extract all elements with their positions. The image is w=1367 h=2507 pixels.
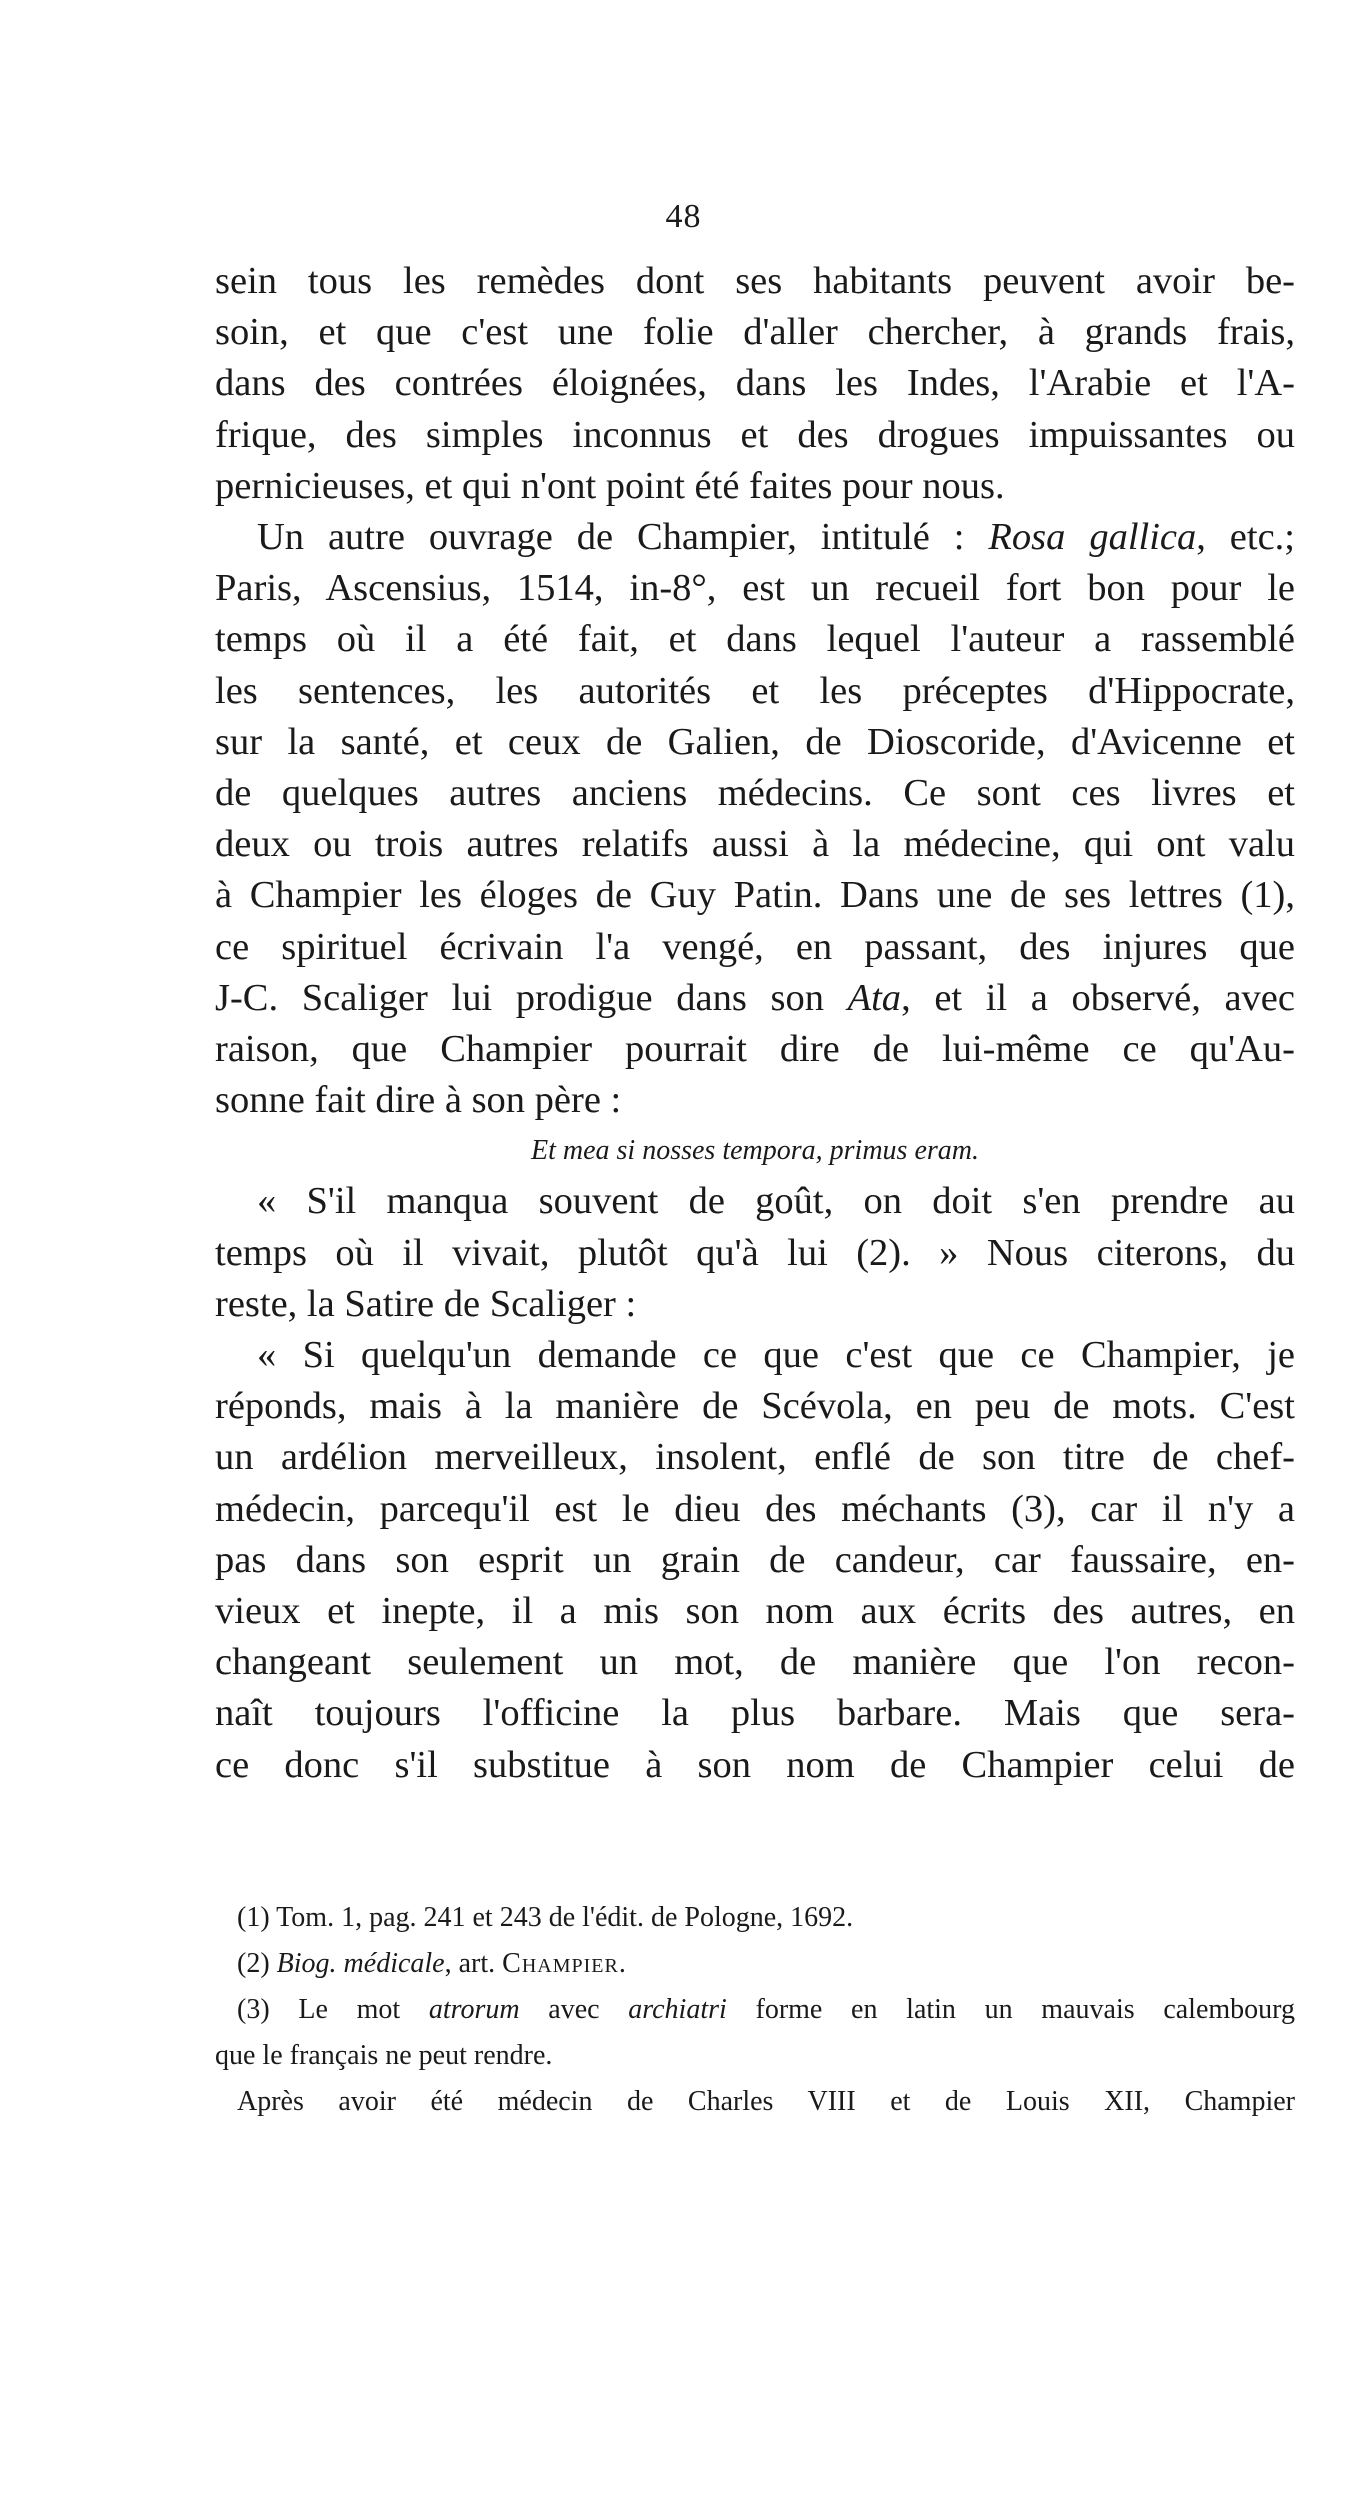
text-fragment: avec — [519, 1994, 629, 2025]
text-fragment: Un autre ouvrage de Champier, intitulé : — [257, 516, 989, 559]
text-fragment: , etc.; — [1196, 516, 1295, 559]
text-line-ata — [215, 973, 1295, 1024]
text-line: changeant seulement un mot, de manière que l'on recon- — [215, 1641, 1295, 1684]
text-line: pernicieuses, et qui n'ont point été faites pour nous. — [215, 464, 1005, 507]
footnote-number: (2) — [237, 1948, 277, 1979]
footnote-4: Après avoir été médecin de Charles VIII et de Louis XII, Champier — [237, 2086, 1295, 2117]
text-line: sur la santé, et ceux de Galien, de Dioscoride, d'Avicenne et — [215, 720, 1295, 763]
text-line: frique, des simples inconnus et des drogues impuissantes ou — [215, 413, 1295, 456]
footnote-3-continuation: que le français ne peut rendre. — [215, 2040, 553, 2071]
latin-word-archiatri: archiatri — [628, 1994, 727, 2025]
text-line: soin, et que c'est une folie d'aller chercher, à grands frais, — [215, 311, 1295, 354]
text-line: pas dans son esprit un grain de candeur, car faussaire, en- — [215, 1538, 1295, 1581]
text-line: reste, la Satire de Scaliger : — [215, 1282, 637, 1325]
text-line: vieux et inepte, il a mis son nom aux écrits des autres, en — [215, 1590, 1295, 1633]
book-title-rosa-gallica: Rosa gallica — [988, 516, 1197, 559]
latin-quotation: Et mea si nosses tempora, primus eram. — [531, 1135, 979, 1167]
footnote-1: (1) Tom. 1, pag. 241 et 243 de l'édit. de Pologne, 1692. — [237, 1902, 854, 1933]
text-line: « Si quelqu'un demande ce que c'est que ce Champier, je — [257, 1334, 1295, 1377]
text-line: réponds, mais à la manière de Scévola, en peu de mots. C'est — [215, 1385, 1295, 1428]
text-line: dans des contrées éloignées, dans les Indes, l'Arabie et l'A- — [215, 362, 1295, 405]
text-fragment: J-C. Scaliger lui prodigue dans son — [215, 976, 848, 1019]
footnote-2 — [215, 1941, 1295, 1987]
text-line: sein tous les remèdes dont ses habitants peuvent avoir be- — [215, 260, 1295, 302]
page-number: 48 — [665, 198, 702, 235]
text-line: sonne fait dire à son père : — [215, 1079, 622, 1122]
text-line: temps où il a été fait, et dans lequel l'auteur a rassemblé — [215, 618, 1295, 661]
book-title-ata: Ata — [847, 976, 902, 1019]
text-line: Paris, Ascensius, 1514, in-8°, est un recueil fort bon pour le — [215, 567, 1295, 610]
text-fragment: , et il a observé, avec — [901, 976, 1295, 1019]
text-fragment: forme en latin un mauvais calembourg — [726, 1994, 1295, 2025]
footnote-3 — [215, 1987, 1295, 2033]
text-line: temps où il vivait, plutôt qu'à lui (2). » Nous citerons, du — [215, 1231, 1295, 1274]
footnotes — [215, 1895, 1295, 2125]
text-line: médecin, parcequ'il est le dieu des méchants (3), car il n'y a — [215, 1487, 1295, 1530]
text-line: « S'il manqua souvent de goût, on doit s'en prendre au — [257, 1180, 1295, 1223]
footnote-source-title: Biog. médicale — [276, 1948, 445, 1979]
text-line: à Champier les éloges de Guy Patin. Dans une de ses lettres (1), — [215, 874, 1295, 917]
text-fragment: (3) Le mot — [237, 1994, 429, 2025]
main-text — [215, 256, 1295, 1791]
text-line: deux ou trois autres relatifs aussi à la médecine, qui ont valu — [215, 823, 1295, 866]
text-line: ce spirituel écrivain l'a vengé, en passant, des injures que — [215, 925, 1295, 968]
text-line: raison, que Champier pourrait dire de lui-même ce qu'Au- — [215, 1028, 1295, 1071]
text-line: de quelques autres anciens médecins. Ce sont ces livres et — [215, 772, 1295, 815]
text-fragment: , art. — [444, 1948, 503, 1979]
text-line: ce donc s'il substitue à son nom de Champier celui de — [215, 1743, 1295, 1786]
paragraph-rosa-gallica — [215, 512, 1295, 563]
latin-word-atrorum: atrorum — [428, 1994, 520, 2025]
text-line: les sentences, les autorités et les préceptes d'Hippocrate, — [215, 669, 1295, 712]
text-line: naît toujours l'officine la plus barbare. Mais que sera- — [215, 1692, 1295, 1735]
text-line: un ardélion merveilleux, insolent, enflé de son titre de chef- — [215, 1436, 1295, 1479]
footnote-article-name: Champier. — [502, 1948, 627, 1979]
